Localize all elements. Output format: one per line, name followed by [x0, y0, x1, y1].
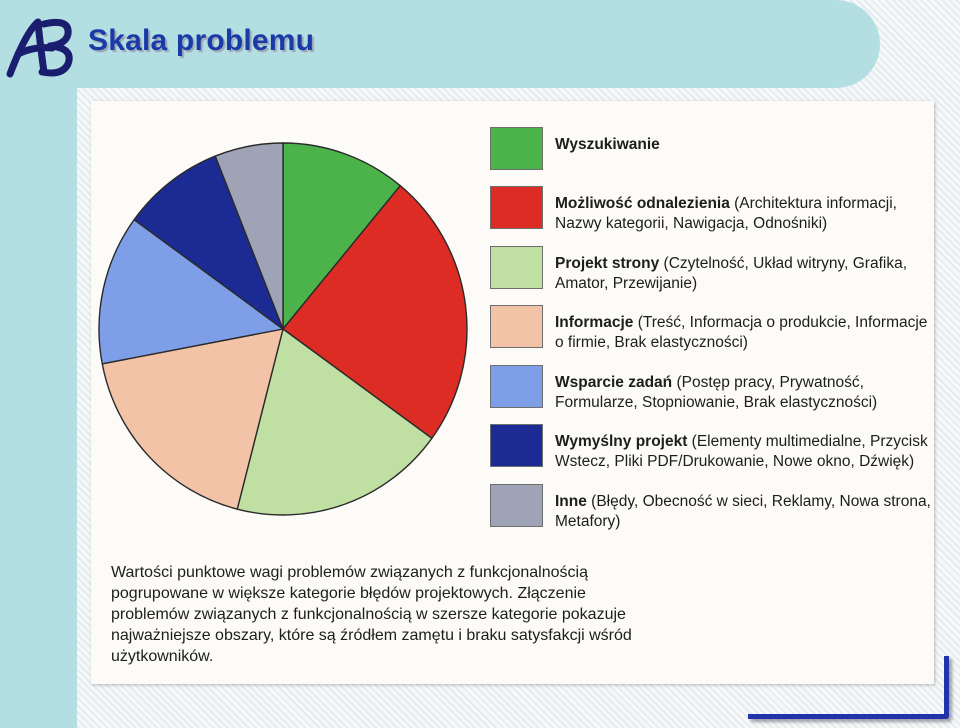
legend-swatch: [490, 246, 543, 289]
legend-detail: (Czytelność, Układ witryny, Grafika, Amator, Przewijanie): [555, 255, 908, 292]
legend-label: [555, 432, 933, 471]
legend-swatch: [490, 186, 543, 229]
chart-figure: [91, 101, 934, 684]
legend-label: [555, 194, 933, 233]
figure-caption: Wartości punktowe wagi problemów związanych z funkcjonalnością pogrupowane w większe kategorie błędów projektowych. Złączenie problemów związanych z funkcjonalnością w szersze kategorie pokazuje najważniejsze obszary, które są źródłem zamętu i braku satysfakcji wśród użytkowników.: [111, 564, 632, 665]
legend-swatch: [490, 127, 543, 170]
legend-label: [555, 135, 933, 155]
legend-name: Inne: [555, 493, 587, 510]
legend-label: [555, 313, 933, 352]
legend-swatch: [490, 365, 543, 408]
legend-label: [555, 254, 933, 293]
legend-swatch: [490, 424, 543, 467]
ab-logo: [4, 14, 78, 80]
legend-swatch: [490, 484, 543, 527]
legend-label: [555, 492, 933, 531]
legend-name: Wyszukiwanie: [555, 136, 660, 153]
legend-name: Projekt strony: [555, 255, 660, 272]
legend-detail: (Błędy, Obecność w sieci, Reklamy, Nowa strona, Metafory): [555, 493, 931, 530]
legend-name: Wsparcie zadań: [555, 374, 673, 391]
legend-detail: (Architektura informacji, Nazwy kategorii, Nawigacja, Odnośniki): [555, 195, 897, 232]
corner-frame-decor: [748, 656, 949, 719]
legend-label: [555, 373, 933, 412]
slide-title: Skala problemu: [88, 24, 315, 57]
legend-name: Wymyślny projekt: [555, 433, 688, 450]
legend-swatch: [490, 305, 543, 348]
left-decor-band: [0, 0, 77, 728]
legend-detail: (Treść, Informacja o produkcie, Informacje o firmie, Brak elastyczności): [555, 314, 928, 351]
pie-chart: [91, 101, 491, 531]
legend-name: Możliwość odnalezienia: [555, 195, 730, 212]
legend-detail: (Postęp pracy, Prywatność, Formularze, Stopniowanie, Brak elastyczności): [555, 374, 878, 411]
legend-name: Informacje: [555, 314, 634, 331]
legend-detail: (Elementy multimedialne, Przycisk Wstecz, Pliki PDF/Drukowanie, Nowe okno, Dźwięk): [555, 433, 928, 470]
